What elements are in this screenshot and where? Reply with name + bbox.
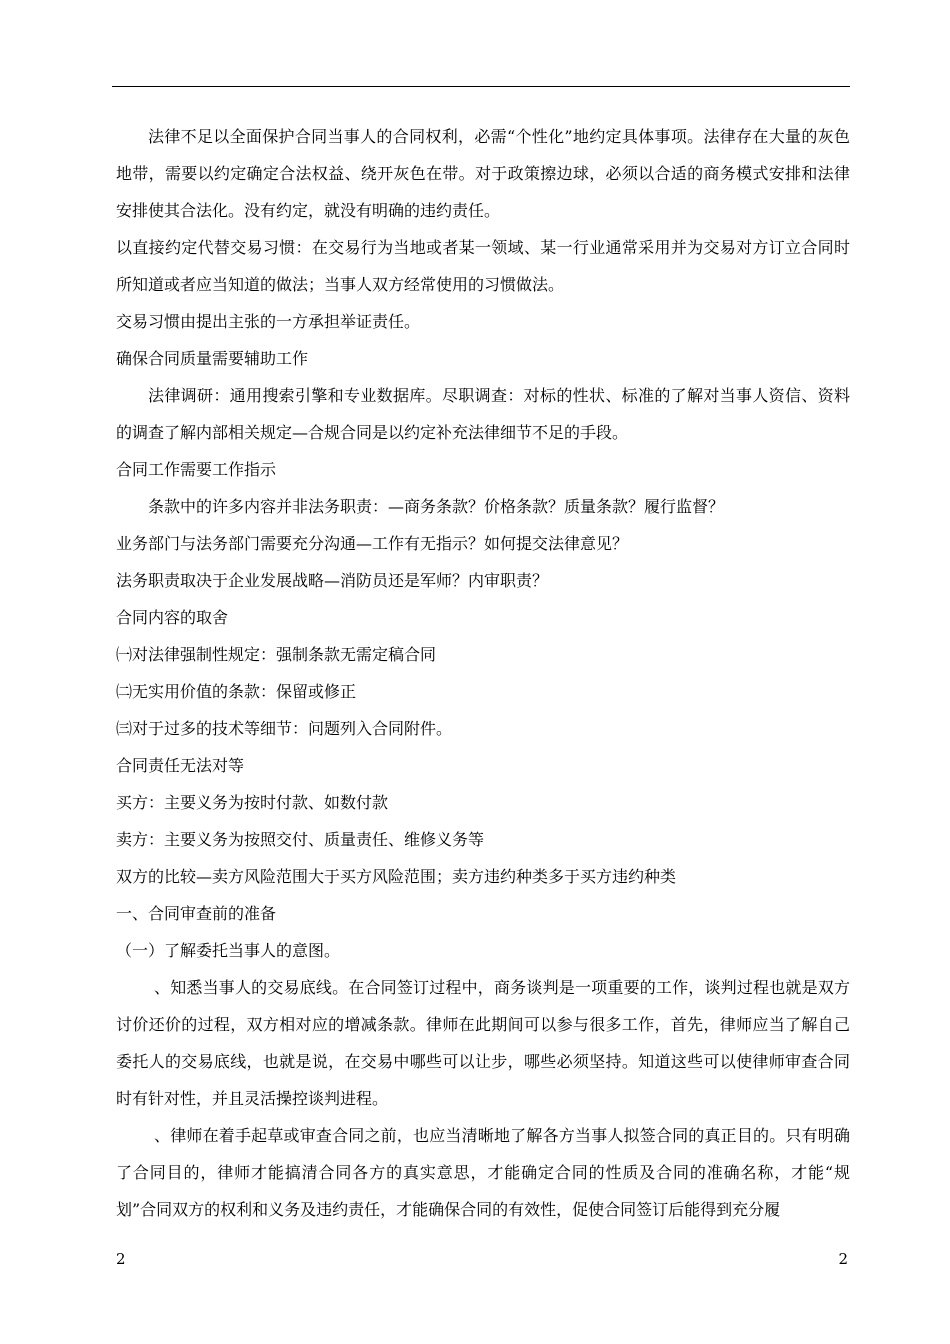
paragraph-buyer: 买方：主要义务为按时付款、如数付款	[116, 793, 389, 812]
paragraph-bottom-line: 、知悉当事人的交易底线。在合同签订过程中，商务谈判是一项重要的工作，谈判过程也就是双方讨价还价的过程，双方相对应的增减条款。律师在此期间可以参与很多工作，首先，律师应当了解自己委托人的交易底线，也就是说，在交易中哪些可以让步，哪些必须坚持。知道这些可以使律师审查合同时有针对性，并且灵活操控谈判进程。	[116, 978, 850, 1108]
paragraph-seller: 卖方：主要义务为按照交付、质量责任、维修义务等	[116, 830, 485, 849]
list-item-1: ㈠对法律强制性规定：强制条款无需定稿合同	[116, 645, 437, 664]
list-item-2: ㈡无实用价值的条款：保留或修正	[116, 682, 357, 701]
heading-liability: 合同责任无法对等	[116, 756, 245, 775]
paragraph-2: 以直接约定代替交易习惯：在交易行为当地或者某一领域、某一行业通常采用并为交易对方订立合同时所知道或者应当知道的做法；当事人双方经常使用的习惯做法。	[116, 238, 850, 294]
section-heading-1: 一、合同审查前的准备	[116, 904, 277, 923]
paragraph-communication: 业务部门与法务部门需要充分沟通—工作有无指示？如何提交法律意见？	[116, 534, 629, 553]
page-number-left: 2	[116, 1250, 126, 1268]
paragraph-clauses: 条款中的许多内容并非法务职责：—商务条款？价格条款？质量条款？履行监督？	[148, 497, 725, 516]
heading-contract-quality: 确保合同质量需要辅助工作	[116, 349, 309, 368]
paragraph-legal-duties: 法务职责取决于企业发展战略—消防员还是军师？内审职责？	[116, 571, 549, 590]
paragraph-legal-research: 法律调研：通用搜索引擎和专业数据库。尽职调查：对标的性状、标准的了解对当事人资信、资料的调查了解内部相关规定—合规合同是以约定补充法律细节不足的手段。	[116, 386, 850, 442]
document-body	[116, 118, 850, 1228]
list-item-3: ㈢对于过多的技术等细节：问题列入合同附件。	[116, 719, 453, 738]
paragraph-1: 法律不足以全面保护合同当事人的合同权利，必需“个性化”地约定具体事项。法律存在大量的灰色地带，需要以约定确定合法权益、绕开灰色在带。对于政策擦边球，必须以合适的商务模式安排和法律安排使其合法化。没有约定，就没有明确的违约责任。	[116, 127, 850, 220]
page-number-right: 2	[838, 1250, 848, 1268]
paragraph-comparison: 双方的比较—卖方风险范围大于买方风险范围；卖方违约种类多于买方违约种类	[116, 867, 677, 886]
subsection-heading-1: （一）了解委托当事人的意图。	[116, 941, 341, 960]
heading-work-instructions: 合同工作需要工作指示	[116, 460, 277, 479]
heading-content-choice: 合同内容的取舍	[116, 608, 229, 627]
paragraph-3: 交易习惯由提出主张的一方承担举证责任。	[116, 312, 421, 331]
header-rule	[112, 86, 850, 87]
paragraph-contract-purpose: 、律师在着手起草或审查合同之前，也应当清晰地了解各方当事人拟签合同的真正目的。只有明确了合同目的，律师才能搞清合同各方的真实意思，才能确定合同的性质及合同的准确名称，才能“规划”合同双方的权利和义务及违约责任，才能确保合同的有效性，促使合同签订后能得到充分履	[116, 1126, 850, 1219]
